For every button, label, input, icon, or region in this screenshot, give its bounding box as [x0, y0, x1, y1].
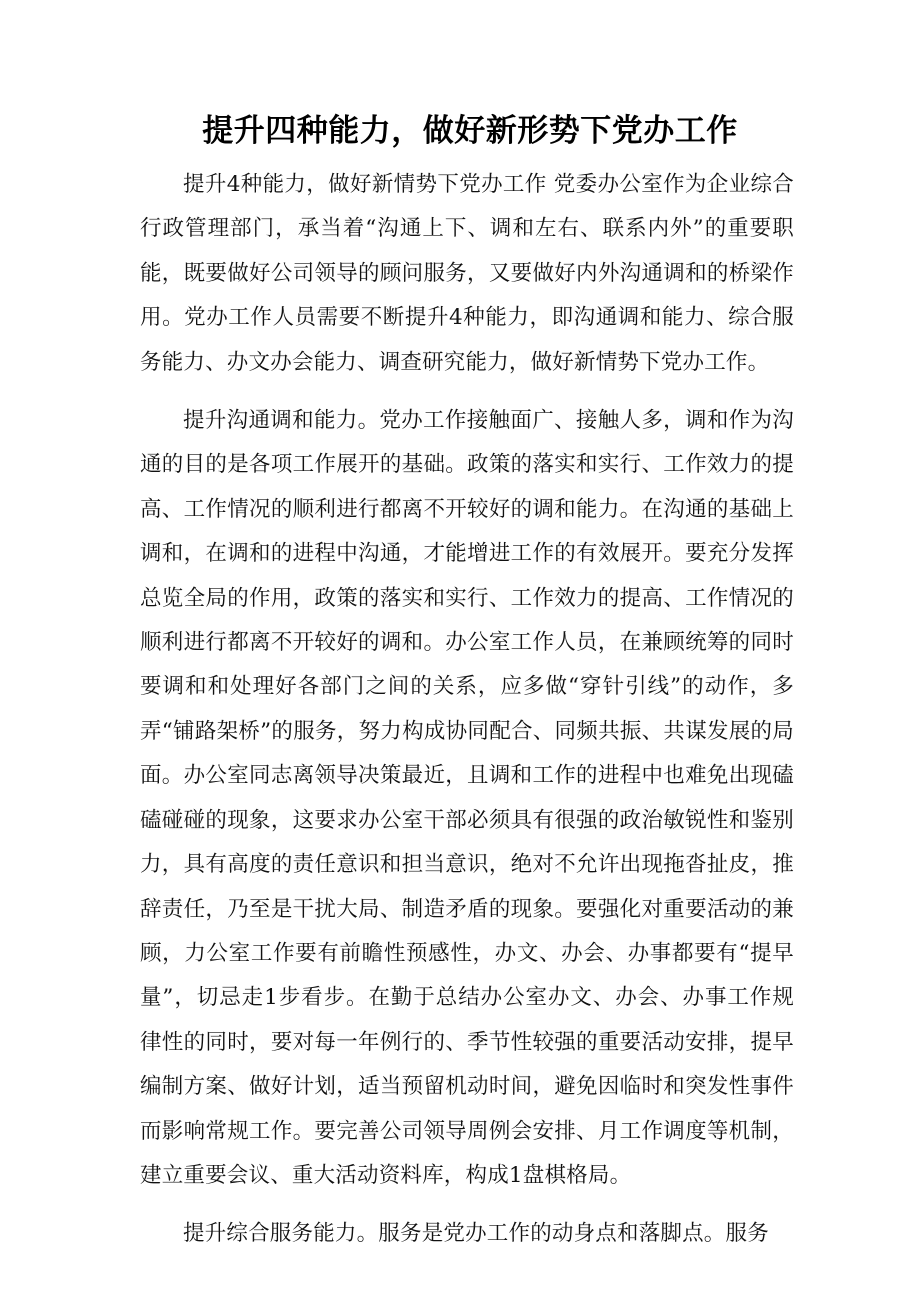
communication-paragraph: 提升沟通调和能力。党办工作接触面广、接触人多，调和作为沟通的目的是各项工作展开的基础。政策的落实和实行、工作效力的提高、工作情况的顺利进行都离不开较好的调和能力。在沟通的基础上调和，在调和的进程中沟通，才能增进工作的有效展开。要充分发挥总览全局的作用，政策的落实和实行、工作效力的提高、工作情况的顺利进行都离不开较好的调和。办公室工作人员，在兼顾统筹的同时要调和和处理好各部门之间的关系，应多做“穿针引线”的动作，多弄“铺路架桥”的服务，努力构成协同配合、同频共振、共谋发展的局面。办公室同志离领导决策最近，且调和工作的进程中也难免出现磕磕碰碰的现象，这要求办公室干部必须具有很强的政治敏锐性和鉴别力，具有高度的责任意识和担当意识，绝对不允许出现拖沓扯皮，推辞责任，乃至是干扰大局、制造矛盾的现象。要强化对重要活动的兼顾，力公室工作要有前瞻性预感性，办文、办会、办事都要有“提早量”，切忌走1步看步。在勤于总结办公室办文、办会、办事工作规律性的同时，要对每一年例行的、季节性较强的重要活动安排，提早编制方案、做好计划，适当预留机动时间，避免因临时和突发性事件而影响常规工作。要完善公司领导周例会安排、月工作调度等机制，建立重要会议、重大活动资料库，构成1盘棋格局。 [140, 408, 794, 1188]
document-title: 提升四种能力，做好新形势下党办工作 [202, 113, 738, 149]
service-paragraph: 提升综合服务能力。服务是党办工作的动身点和落脚点。服务 [183, 1221, 769, 1247]
intro-paragraph: 提升4种能力，做好新情势下党办工作 党委办公室作为企业综合行政管理部门，承当着“沟通上下、调和左右、联系内外”的重要职能，既要做好公司领导的顾问服务，又要做好内外沟通调和的桥梁作用。党办工作人员需要不断提升4种能力，即沟通调和能力、综合服务能力、办文办会能力、调查研究能力，做好新情势下党办工作。 [140, 172, 794, 375]
document-body [140, 163, 794, 1271]
